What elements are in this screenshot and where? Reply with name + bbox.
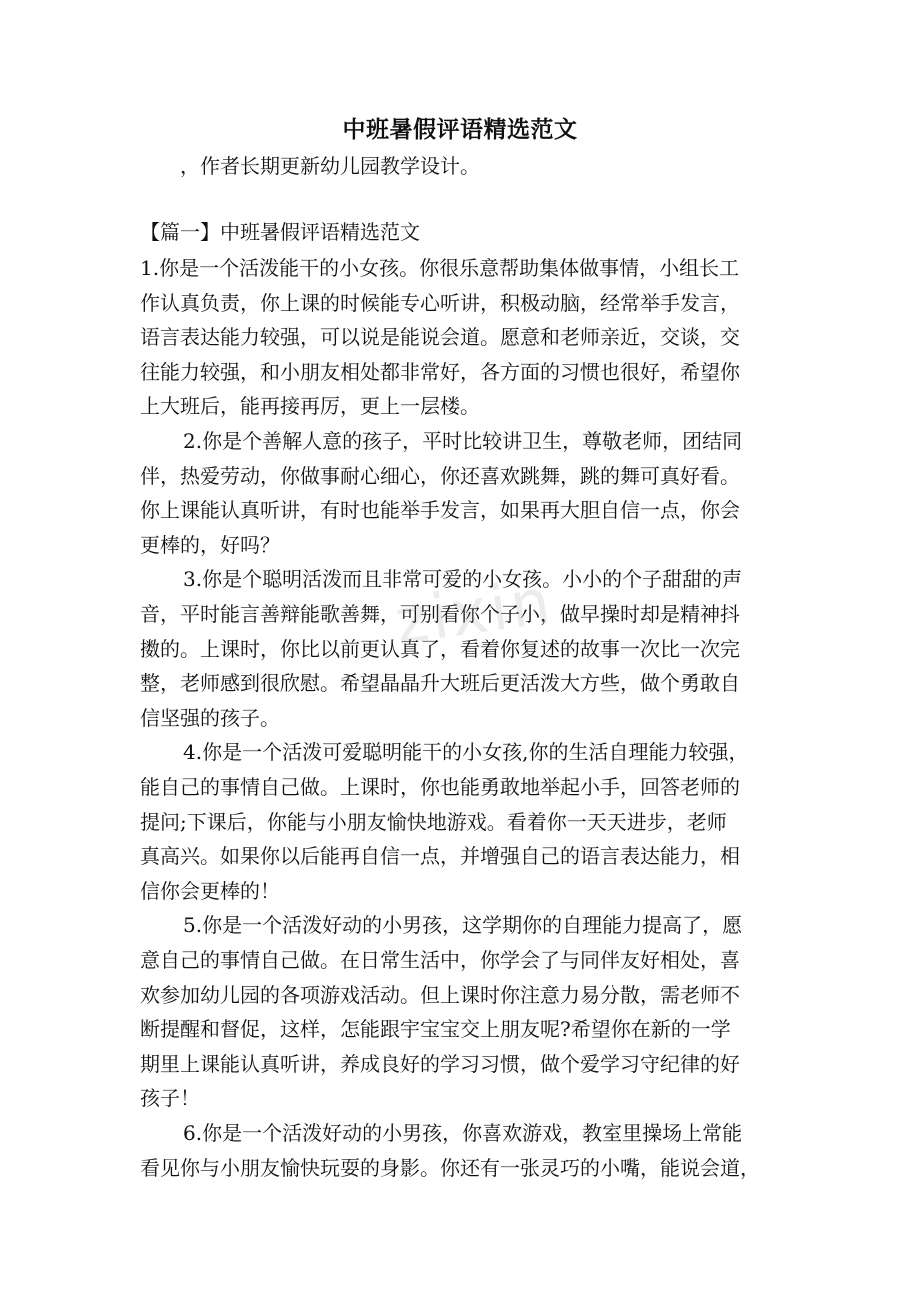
- text-line: 孩子！: [140, 1086, 200, 1111]
- text-line: 4.你是一个活泼可爱聪明能干的小女孩,你的生活自理能力较强，: [183, 740, 749, 765]
- intro-text: ，作者长期更新幼儿园教学设计。: [180, 154, 480, 178]
- watermark: zixin: [390, 564, 558, 659]
- text-line: 更棒的，好吗？: [140, 532, 280, 557]
- text-line: 能自己的事情自己做。上课时，你也能勇敢地举起小手，回答老师的: [140, 775, 740, 799]
- text-line: 真高兴。如果你以后能再自信一点，并增强自己的语言表达能力，相: [140, 844, 740, 869]
- text-line: 意自己的事情自己做。在日常生活中，你学会了与同伴友好相处，喜: [140, 948, 740, 972]
- text-line: 信坚强的孩子。: [140, 705, 280, 730]
- text-line: 5.你是一个活泼好动的小男孩，这学期你的自理能力提高了，愿: [183, 913, 743, 938]
- text-line: 伴，热爱劳动，你做事耐心细心，你还喜欢跳舞，跳的舞可真好看。: [140, 463, 740, 488]
- text-line: 信你会更棒的！: [140, 878, 280, 903]
- text-line: 上大班后，能再接再厉，更上一层楼。: [140, 394, 480, 419]
- text-line: 2.你是个善解人意的孩子，平时比较讲卫生，尊敬老师，团结同: [183, 429, 743, 453]
- text-line: 欢参加幼儿园的各项游戏活动。但上课时你注意力易分散，需老师不: [140, 982, 740, 1007]
- text-line: 提问;下课后，你能与小朋友愉快地游戏。看着你一天天进步，老师: [140, 809, 727, 834]
- section-heading: 【篇一】中班暑假评语精选范文: [140, 220, 420, 244]
- text-line: 期里上课能认真听讲，养成良好的学习习惯，做个爱学习守纪律的好: [140, 1051, 740, 1076]
- text-line: 看见你与小朋友愉快玩耍的身影。你还有一张灵巧的小嘴，能说会道，: [140, 1155, 760, 1180]
- text-line: 你上课能认真听讲，有时也能举手发言，如果再大胆自信一点，你会: [140, 498, 740, 523]
- text-line: 断提醒和督促，这样，怎能跟宇宝宝交上朋友呢?希望你在新的一学: [140, 1017, 731, 1042]
- text-line: 作认真负责，你上课的时候能专心听讲，积极动脑，经常举手发言，: [140, 290, 740, 315]
- text-line: 语言表达能力较强，可以说是能说会道。愿意和老师亲近，交谈，交: [140, 325, 740, 350]
- text-line: 3.你是个聪明活泼而且非常可爱的小女孩。小小的个子甜甜的声: [183, 567, 743, 592]
- text-line: 整，老师感到很欣慰。希望晶晶升大班后更活泼大方些，做个勇敢自: [140, 671, 740, 696]
- text-line: 擞的。上课时，你比以前更认真了，看着你复述的故事一次比一次完: [140, 636, 740, 661]
- text-line: 往能力较强，和小朋友相处都非常好，各方面的习惯也很好，希望你: [140, 359, 740, 384]
- text-line: 6.你是一个活泼好动的小男孩，你喜欢游戏，教室里操场上常能: [183, 1121, 743, 1145]
- document-title: 中班暑假评语精选范文: [342, 117, 578, 143]
- text-line: 音，平时能言善辩能歌善舞，可别看你个子小，做早操时却是精神抖: [140, 602, 740, 626]
- text-line: 1.你是一个活泼能干的小女孩。你很乐意帮助集体做事情，小组长工: [140, 256, 740, 280]
